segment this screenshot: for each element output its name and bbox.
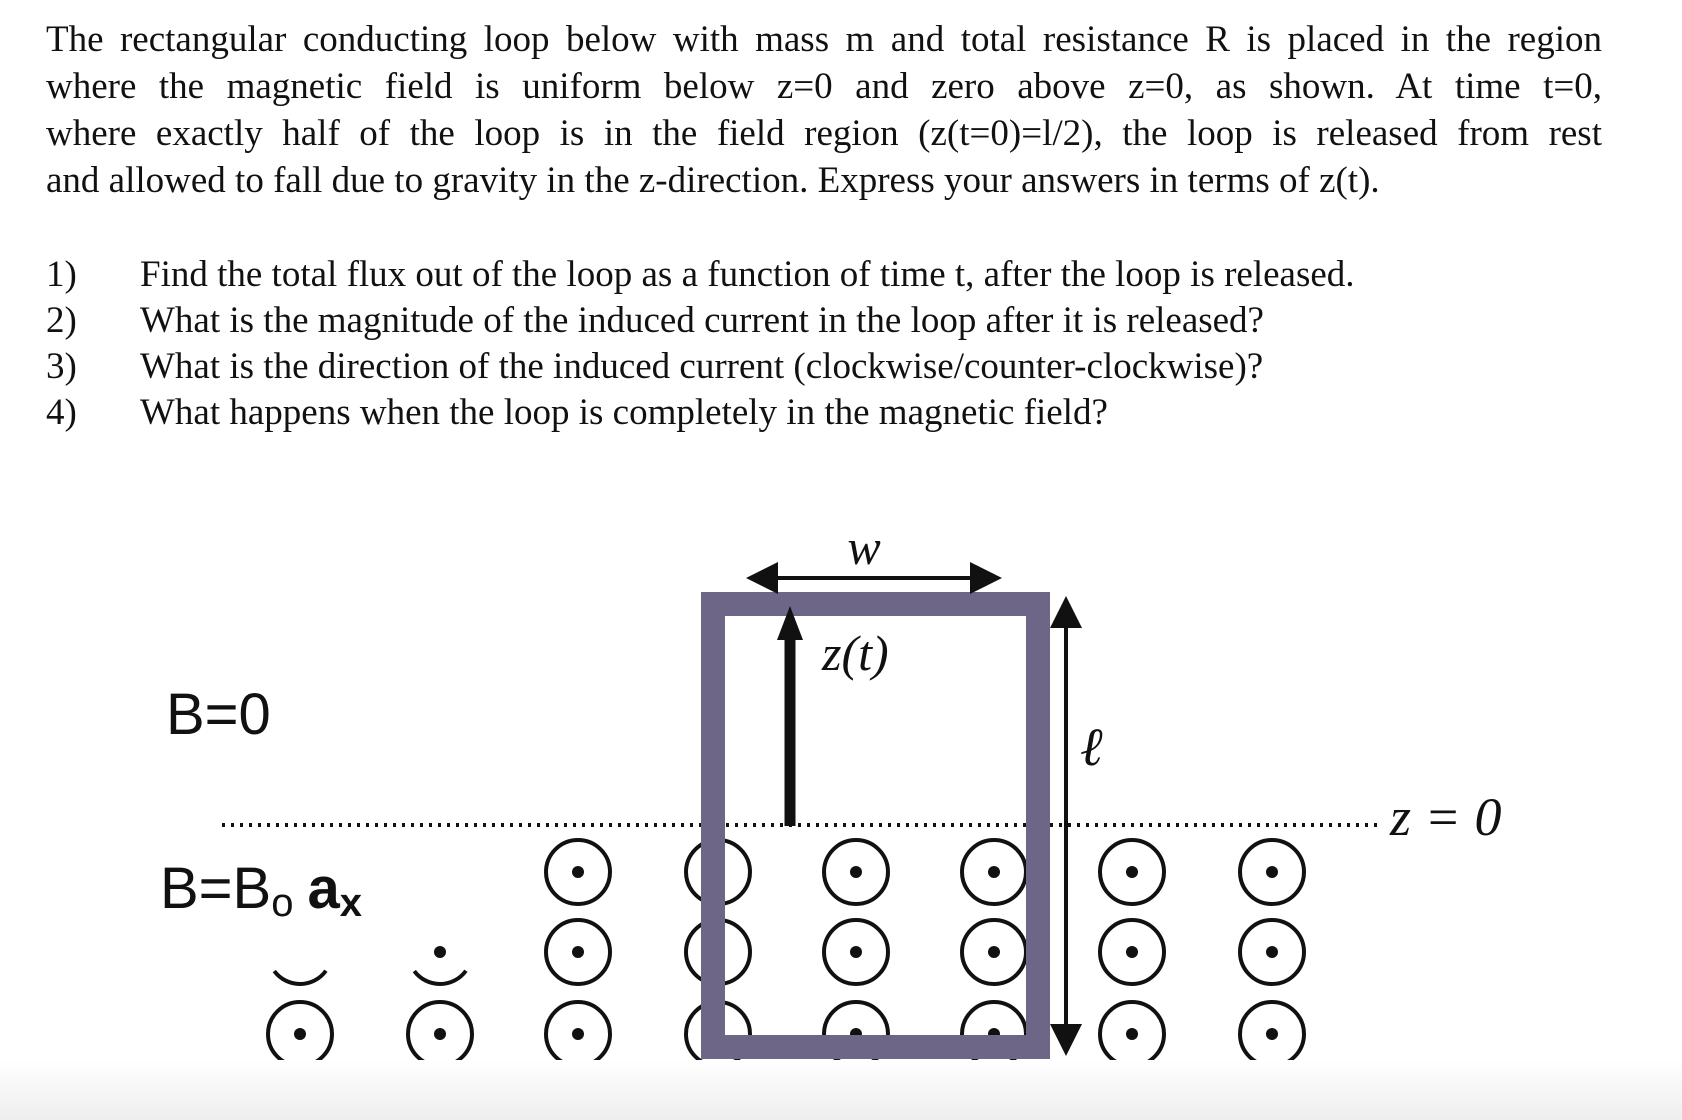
question-text: What is the magnitude of the induced current in the loop after it is released? xyxy=(140,300,1264,341)
question-number: 4) xyxy=(46,392,77,433)
field-dot-center xyxy=(1126,866,1138,878)
field-dot-symbol xyxy=(268,920,332,984)
field-dot-center xyxy=(1126,946,1138,958)
intro-line-1: The rectangular conducting loop below with mass m and total resistance R is placed in the region xyxy=(46,19,1602,60)
field-dot-symbol xyxy=(408,920,472,984)
field-dot-symbol xyxy=(962,840,1026,904)
field-uniform-sub: o xyxy=(271,881,294,925)
field-dot-center xyxy=(850,946,862,958)
field-dot-center xyxy=(988,946,1000,958)
field-dot-center xyxy=(572,1028,584,1040)
question-number: 3) xyxy=(46,346,77,387)
field-dot-center xyxy=(1266,1028,1278,1040)
width-label: w xyxy=(847,519,881,575)
field-dot-symbol xyxy=(408,1002,472,1066)
intro-line-3: where exactly half of the loop is in the field region (z(t=0)=l/2), the loop is released from rest xyxy=(46,113,1602,154)
field-dot-symbol xyxy=(1100,1002,1164,1066)
field-uniform-label xyxy=(160,856,362,925)
field-dot-symbol xyxy=(268,1002,332,1066)
field-dot-symbol xyxy=(1240,1002,1304,1066)
field-dot-symbol xyxy=(1240,840,1304,904)
question-text: What happens when the loop is completely in the magnetic field? xyxy=(140,392,1108,433)
field-dot-symbol xyxy=(1100,920,1164,984)
intro-line-4: and allowed to fall due to gravity in the z-direction. Express your answers in terms of z(t). xyxy=(46,160,1380,201)
field-dot-symbol xyxy=(1100,840,1164,904)
field-uniform-main: B=B xyxy=(160,856,272,921)
field-dot-center xyxy=(988,866,1000,878)
field-dot-symbol xyxy=(546,920,610,984)
field-dot-center xyxy=(850,866,862,878)
field-dot-symbol xyxy=(824,920,888,984)
length-label: ℓ xyxy=(1080,717,1103,777)
field-dot-symbol xyxy=(1240,920,1304,984)
field-dot-center xyxy=(434,1028,446,1040)
field-dot-center xyxy=(572,946,584,958)
question-text: What is the direction of the induced current (clockwise/counter-clockwise)? xyxy=(140,346,1264,387)
field-dot-symbol xyxy=(546,840,610,904)
bottom-shadow xyxy=(0,1060,1682,1120)
question-number: 1) xyxy=(46,254,77,295)
magnetic-field-dots xyxy=(268,840,1304,1066)
field-dot-center xyxy=(1126,1028,1138,1040)
field-dot-symbol xyxy=(962,920,1026,984)
field-uniform-vector-sub: x xyxy=(339,881,363,925)
intro-line-2: where the magnetic field is uniform below z=0 and zero above z=0, as shown. At time t=0, xyxy=(46,66,1602,107)
question-number: 2) xyxy=(46,300,77,341)
field-dot-center xyxy=(1266,946,1278,958)
height-label: z(t) xyxy=(822,625,889,681)
field-dot-center xyxy=(1266,866,1278,878)
field-zero-label: B=0 xyxy=(166,682,271,747)
field-uniform-vector: a xyxy=(307,856,340,921)
boundary-label: z = 0 xyxy=(1390,787,1502,847)
field-dot-center xyxy=(572,866,584,878)
field-dot-center xyxy=(294,1028,306,1040)
field-dot-symbol xyxy=(546,1002,610,1066)
field-dot-center xyxy=(434,946,446,958)
question-text: Find the total flux out of the loop as a function of time t, after the loop is released. xyxy=(140,254,1355,295)
field-dot-symbol xyxy=(824,840,888,904)
